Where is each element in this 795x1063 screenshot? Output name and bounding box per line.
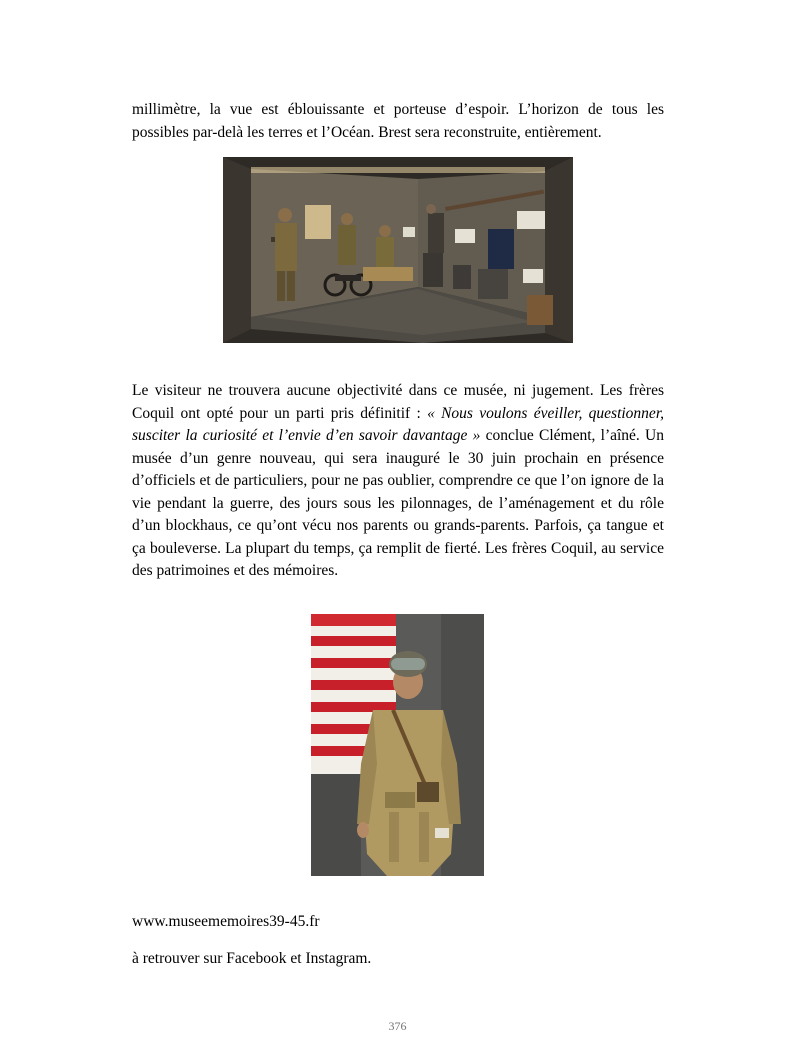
text-paragraph-main [132, 380, 664, 583]
paragraph-main-before: Le visiteur ne trouvera aucune objectivité dans ce musée, ni jugement. Les frères Coquil ont opté pour un parti pris définitif : [132, 382, 664, 422]
paragraph-main-after: conclue Clément, l’aîné. Un musée d’un genre nouveau, qui sera inauguré le 30 juin prochain en présence d’officiels et de particuliers, pour ne pas oublier, comprendre ce que l’on ignore de la vie pendant la guerre, des jours sous les pilonnages, de l’aménagement et du rôle d’un blockhaus, ce qu’ont vécu nos parents ou grands-parents. Parfois, ça tangue et ça bouleverse. La plupart du temps, ça remplit de fierté. Les frères Coquil, au service des patrimoines et des mémoires. [132, 427, 664, 579]
text-paragraph-top: millimètre, la vue est éblouissante et porteuse d’espoir. L’horizon de tous les possibles par-delà les terres et l’Océan. Brest sera reconstruite, entièrement. [132, 101, 664, 141]
mannequin-soldier-photo [311, 614, 484, 876]
website-link[interactable]: www.museememoires39-45.fr [132, 913, 320, 930]
page-number: 376 [388, 1019, 407, 1033]
paragraph-main-quote: « Nous voulons éveiller, questionner, susciter la curiosité et l’envie d’en savoir davantage » [132, 404, 665, 444]
museum-showcase-photo [223, 157, 573, 343]
social-media-note: à retrouver sur Facebook et Instagram. [132, 950, 372, 967]
